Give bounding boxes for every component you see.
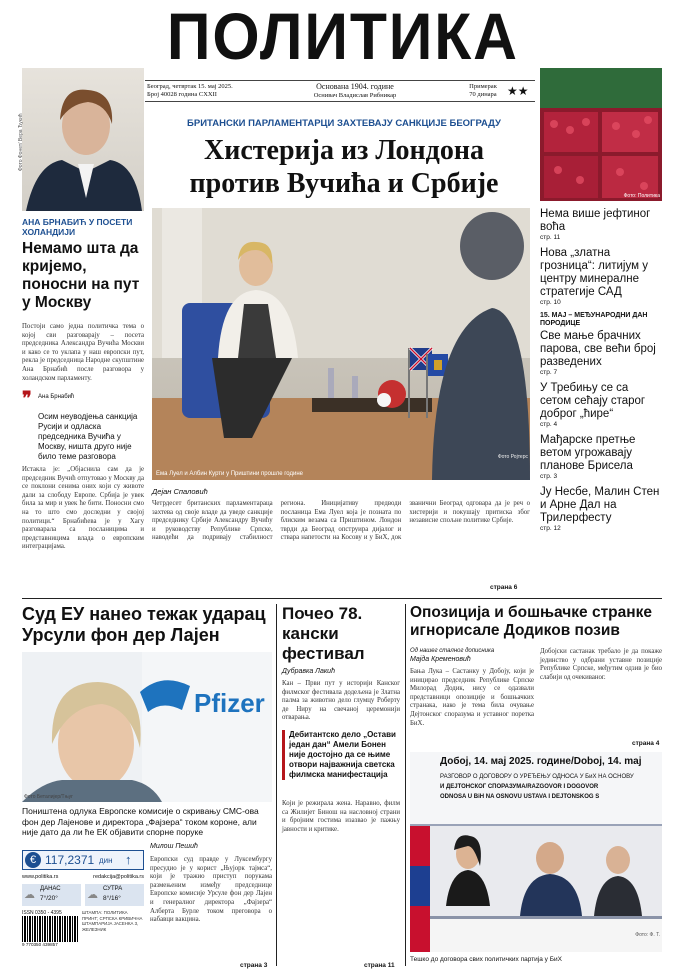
left-body: Истакла је: „Објаснила сам да је председник Вучић отпутовао у Москву да се поклони сенима оних који су животе дали за слободу Европе. Србија је увек била за мир и увек ће бити. Поносни смо на то што смо доследни у својој политици.“ Брнабићева је у Хагу разговарала са посланицима и представницима влада о европским интеграцијама. — [22, 466, 144, 551]
cannes-body-2: Који је режирала жена. Наравно, филм са Жилијет Бинош на насловној страни и бројним гостима изазвао је пажњу јавности и критике. — [282, 800, 400, 833]
top-headline-1: Хистерија из Лондона — [204, 135, 484, 166]
info-box — [22, 850, 144, 970]
eu-photo-credit: Фото Беталијер/Тњуг — [24, 794, 73, 800]
top-photo — [152, 208, 530, 480]
top-kicker: БРИТАНСКИ ПАРЛАМЕНТАРЦИ ЗАХТЕВАЈУ САНКЦИЈЕ БЕОГРАДУ — [187, 118, 501, 129]
eu-byline: Милош Пешић — [150, 843, 198, 850]
cannes-jump: страна 11 — [364, 962, 395, 969]
dodik-headline: Опозиција и бошњачке странке игнорисале Додиков позив — [410, 604, 653, 639]
event-banner — [410, 752, 662, 826]
founded-line: Основана 1904. године — [316, 82, 394, 91]
quote-mark-icon: ❞ — [22, 388, 32, 408]
banner-date: Добој, 14. мај 2025. године/Doboj, 14. maj — [440, 756, 642, 767]
price-value: 70 динара — [469, 91, 497, 98]
eu-headline: Суд ЕУ нанео тежак ударац Урсули фон дер Лајен — [22, 604, 266, 645]
cloud-icon: ☁ — [87, 889, 98, 901]
edition-stars: ★★ — [507, 84, 529, 98]
index-item[interactable]: Ју Несбе, Малин Стен и Арне Дал на Трилерфесту стр. 12 — [540, 486, 660, 532]
eu-photo-brand: Pfizer — [194, 688, 265, 718]
top-body: Четрдесет британских парламентараца захтева од своје владе да уведе санкције председнику Србије Александру Вучићу и руководству Републике Српске, наводећи да подривају стабилност региона. Иницијативу предводи посланица Ема Луел која је познатa по блиским везама са Приштином. Лондон тврди да Београд опструира дијалог и ствара напетости на Косову и у БиХ, док званични Београд одговара да је реч о хистерији и покушају притиска због независне спољне политике Србије. — [152, 500, 530, 542]
raspberry-crates — [540, 68, 662, 201]
banner-sub-3: ODNOSA U BiH NA OSNOVU USTAVA I DEJTONSKOG S — [440, 794, 600, 800]
left-quote: Осим неуводјења санкција Русији и одласка председника Вучића у Москву, ништа друго није било теме разговора — [38, 412, 138, 461]
issn: ISSN 0350 - 4395 — [22, 910, 62, 916]
dodik-body-2: Добојски састанак требало је да покаже јединство у одбрани уставне позиције Републике Српске, међутим одзив је био слабији од очекиваног. — [540, 648, 662, 681]
meeting-scene — [152, 208, 530, 480]
index-item[interactable]: Мађарске претње ветом угрожавају планове Брисела стр. 3 — [540, 434, 636, 480]
cannes-pullquote: Дебитантско дело „Остави један дан“ Амели Бонен није достојно да се њиме отвори најважнија светска филмска манифестација — [282, 730, 400, 780]
left-headline: Немамо шта да кријемо, поносни на пут у Москву — [22, 240, 140, 311]
top-headline-2: против Вучића и Србије — [189, 168, 499, 199]
index-item[interactable]: Нова „златна грозница“: литијум у центру минералне стратегије САД стр. 10 — [540, 247, 648, 306]
date-line: Београд, четвртак 15. мај 2025. — [147, 83, 233, 90]
top-byline: Дејан Спаловић — [152, 487, 208, 496]
photo-credit: Фото Фонет/ Вера Ђукић — [18, 113, 24, 171]
top-photo-credit: Фото Ројтерс — [497, 454, 528, 460]
von-der-leyen-photo — [22, 652, 272, 802]
cannes-byline: Дубравка Лакић — [282, 668, 335, 675]
eu-photo — [22, 652, 272, 802]
issue-line: Број 40028 година CXXII — [147, 91, 217, 98]
masthead-info-bar — [145, 80, 535, 102]
email-link[interactable]: redakcija@politika.rs — [93, 874, 144, 880]
section-divider — [22, 598, 662, 599]
eu-body: Европски суд правде у Луксембургу пресудио је у корист „Њујорк тајмса“, који је тражио приступ порукама размењеним између председнице Европске комисије Урсуле фон дер Лајен и генералног директора „Фајзера“ Алберта Бурле током преговора о набавци вакцина. — [150, 856, 272, 924]
price-label: Примерак — [469, 83, 497, 90]
col-rule-2 — [405, 604, 406, 966]
dodik-byline-label: Од нашег сталног дописника — [410, 648, 495, 654]
barcode-bars — [22, 916, 78, 942]
eu-deck: Поништена одлука Европске комисије о скривању СМС-ова фон дер Лајенове и директора „Фајзера“ током короне, али није дато да ли ће ЕК објавити спорне поруке — [22, 806, 259, 837]
dodik-jump: страна 4 — [632, 740, 660, 747]
weather-tomorrow: ☁ СУТРА 8°/16° — [85, 884, 144, 906]
barcode-number: 9 770350 439857 — [22, 942, 58, 947]
currency-value: 117,2371 — [45, 853, 95, 867]
raspberry-photo — [540, 68, 662, 201]
banner-sub-1: РАЗГОВОР О ДОГОВОРУ О УРЕЂЕЊУ ОДНОСА У БиХ НА ОСНОВУ — [440, 774, 634, 780]
index-item[interactable]: У Требињу се са сетом сећају старог доброг „ћире“ стр. 4 — [540, 382, 646, 428]
index-item[interactable]: 15. МАЈ – МЕЂУНАРОДНИ ДАН ПОРОДИЦЕ Све мање брачних парова, све већи број разведених стр. 7 — [540, 312, 656, 376]
founder-line: Оснивач Владислав Рибникар — [313, 92, 397, 99]
sun-cloud-icon: ☁ — [24, 889, 35, 901]
right-photo-credit: Фото: Политика — [623, 193, 660, 199]
banner-sub-2: И ДЕЈТОНСКОГ СПОРАЗУМА/RAZGOVOR I DOGOVOR — [440, 784, 599, 790]
dodik-photo — [410, 752, 662, 952]
website-link[interactable]: www.politika.rs — [22, 874, 59, 880]
right-index — [540, 208, 662, 532]
masthead-title: ПОЛИТИКА — [166, 0, 519, 73]
quote-author: Ана Брнабић — [38, 394, 75, 400]
dodik-byline: Мајда Кременовић — [410, 656, 471, 663]
trend-up-icon: ↑ — [125, 852, 132, 867]
left-kicker: АНА БРНАБИЋ У ПОСЕТИ ХОЛАНДИЈИ — [22, 217, 133, 237]
dodik-caption: Тешко до договора свих политичких партија у БиХ — [410, 956, 562, 963]
top-photo-caption: Ема Луел и Албин Курти у Приштини прошле године — [156, 471, 303, 477]
dodik-photo-credit: Фото: Ф. Т. — [635, 932, 660, 938]
col-rule — [276, 604, 277, 966]
euro-icon: € — [25, 852, 41, 868]
eu-jump: страна 3 — [240, 962, 268, 969]
brnabic-portrait — [22, 68, 144, 211]
weather-today: ☁ ДАНАС 7°/20° — [22, 884, 81, 906]
barcode — [22, 910, 78, 954]
brnabic-photo — [18, 68, 144, 211]
doboj-panel-scene — [410, 826, 662, 952]
cannes-headline: Почео 78. кански фестивал — [282, 604, 365, 663]
cannes-body: Кан – Први пут у историји Канског филмског фестивала додељена је Златна палма за животно дело глумцу Роберту де Ниру на свечаној церемонији отварања. — [282, 680, 400, 722]
left-lead: Постоји само једна политичка тема о којој сви разговарају – посета председника Александра Вучића Москви и како се то уклапа у наш европски пут, рекла је председница Народне скупштине Ана Брнабић после разговора у холандском парламенту. — [22, 323, 144, 382]
currency-unit: дин — [99, 856, 113, 865]
top-jump: страна 6 — [490, 584, 518, 591]
index-item[interactable]: Нема више јефтиног воћа стр. 11 — [540, 208, 651, 241]
dodik-body: Бања Лука – Састанку у Добоју, који је иницирао председник Републике Српске Милорад Додик, нису се одазвали представници опозиције и бошњачких странака, иако је тема била очување Дејтонског споразума и уставног поретка БиХ. — [410, 668, 534, 727]
currency-widget — [22, 850, 144, 870]
imprint: ШТАМПА: ПОЛИТИКА ПРИНТ; СРПСКА КРИВИЧНА ШТАМПАРИЈА ЈАСЕНКА 3, ЖЕЛЕЗНИК — [82, 910, 143, 932]
